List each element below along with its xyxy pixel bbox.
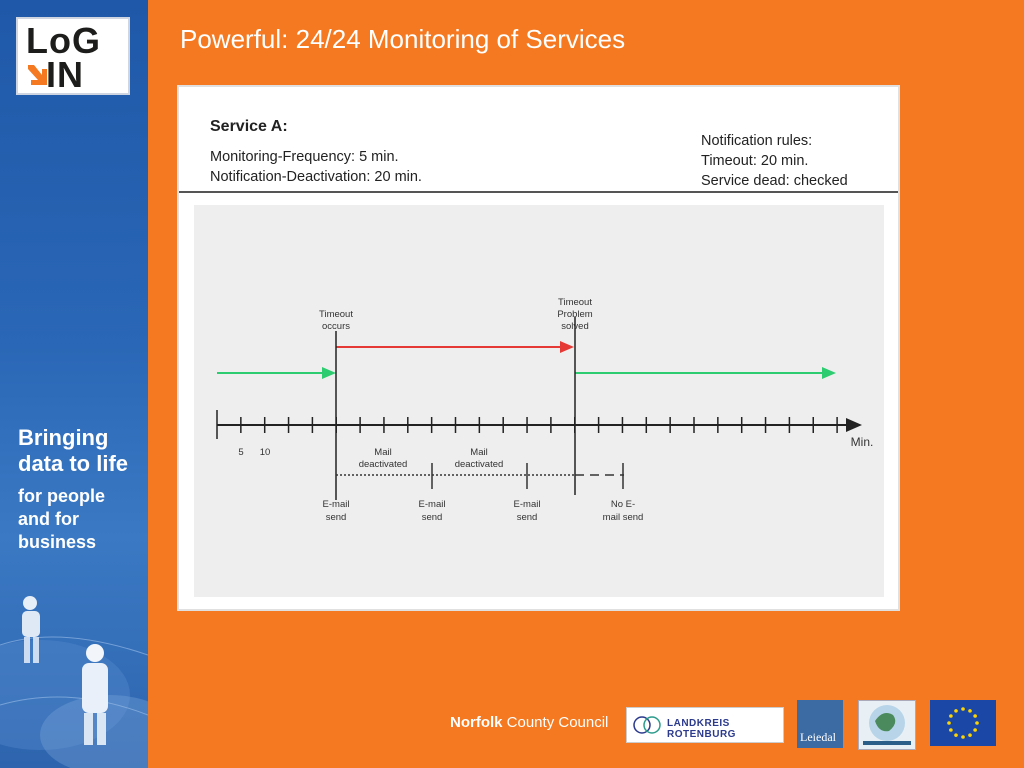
deactivated-label-line: Mail	[470, 447, 488, 458]
tagline-main	[18, 425, 128, 477]
timeout-label-line: occurs	[322, 321, 350, 332]
eu-star	[973, 728, 977, 732]
sidebar	[0, 0, 148, 768]
people-illustration	[0, 585, 148, 768]
logo-text-line1: LoG	[26, 20, 101, 61]
send-label-line: send	[421, 512, 443, 523]
send-label-line: mail send	[602, 512, 644, 523]
tagline-sub-line: and for	[18, 509, 79, 529]
eu-star	[954, 733, 958, 737]
eu-star	[968, 709, 972, 713]
header-divider	[179, 191, 898, 193]
rotenburg-text: LANDKREIS ROTENBURG	[667, 718, 736, 740]
monitoring-frequency: Monitoring-Frequency: 5 min.	[210, 149, 399, 165]
eu-star	[975, 721, 979, 725]
ok-arrowhead-before	[322, 367, 336, 379]
eu-star	[961, 707, 965, 711]
tagline-sub-line: for people	[18, 486, 106, 506]
solved-label-line: Problem	[557, 309, 593, 320]
tick-label: 10	[259, 447, 271, 458]
rules-dead: Service dead: checked	[701, 173, 848, 189]
leiedal-logo	[797, 700, 843, 748]
timeout-label-line: Timeout	[319, 309, 353, 320]
norfolk-logo	[450, 714, 608, 731]
rules-title: Notification rules:	[701, 133, 813, 149]
rotenburg-logo	[626, 707, 784, 743]
deactivated-label-line: deactivated	[454, 459, 504, 470]
tagline-sub-line: business	[18, 532, 97, 552]
norfolk-council: County Council	[502, 714, 609, 731]
deactivated-label-line: Mail	[374, 447, 392, 458]
eu-star	[973, 714, 977, 718]
notification-deactivation: Notification-Deactivation: 20 min.	[210, 169, 422, 185]
send-label-line: E-mail	[513, 499, 541, 510]
problem-arrowhead	[560, 341, 574, 353]
north-sea-region-logo	[858, 700, 916, 750]
deactivated-label-line: deactivated	[358, 459, 408, 470]
eu-star	[949, 714, 953, 718]
tagline-sub	[18, 485, 105, 554]
rules-timeout: Timeout: 20 min.	[701, 153, 809, 169]
timeline-diagram	[194, 205, 884, 597]
send-label-line: send	[325, 512, 347, 523]
eu-star	[949, 728, 953, 732]
eu-star	[954, 709, 958, 713]
send-label-line: No E-	[610, 499, 636, 510]
eu-star	[947, 721, 951, 725]
service-name: Service A:	[210, 118, 288, 135]
logo-arrow-icon	[26, 63, 48, 87]
ok-arrowhead-after	[822, 367, 836, 379]
leiedal-text: Leiedal	[800, 730, 836, 744]
axis-unit: Min.	[850, 435, 874, 449]
axis-arrowhead	[846, 418, 862, 432]
diagram-panel	[177, 85, 900, 611]
solved-label-line: solved	[561, 321, 589, 332]
login-logo	[16, 17, 130, 95]
send-label-line: send	[516, 512, 538, 523]
eu-star	[961, 735, 965, 739]
send-label-line: E-mail	[322, 499, 350, 510]
slide-title: Powerful: 24/24 Monitoring of Services	[180, 24, 626, 54]
logo-text-line2: IN	[46, 54, 84, 95]
norfolk-name: Norfolk	[450, 714, 503, 731]
eu-star	[968, 733, 972, 737]
tick-label: 5	[238, 447, 244, 458]
eu-flag-icon	[930, 700, 996, 746]
tagline-main-line: Bringing	[18, 425, 109, 450]
tagline-main-line: data to life	[18, 451, 129, 476]
notification-rules	[701, 131, 848, 191]
partner-logos	[448, 698, 1008, 750]
timeline-svg	[194, 205, 884, 597]
rotenburg-emblem-icon	[630, 710, 666, 740]
send-label-line: E-mail	[418, 499, 446, 510]
solved-label-line: Timeout	[558, 297, 592, 308]
